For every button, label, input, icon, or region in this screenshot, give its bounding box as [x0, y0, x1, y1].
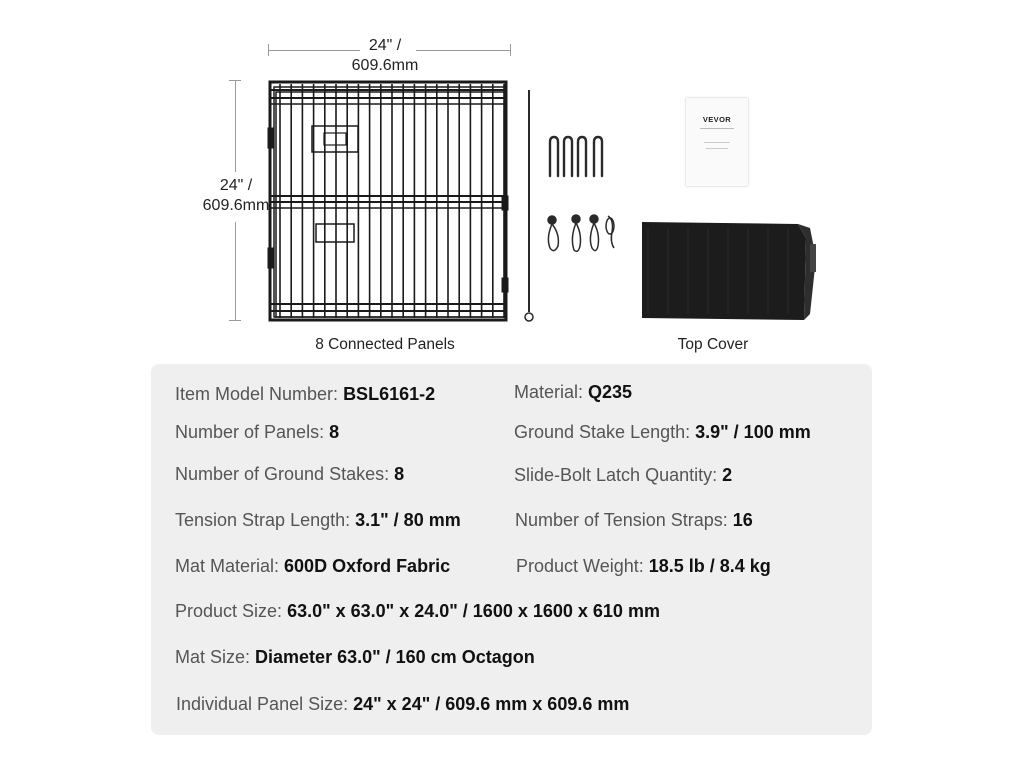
- spec-value: 3.9" / 100 mm: [695, 422, 811, 442]
- height-dimension-line-top: [235, 80, 236, 172]
- spec-value: Q235: [588, 382, 633, 402]
- spec-mat-material: [175, 556, 450, 577]
- top-cover-image: [638, 218, 820, 324]
- spec-label: Number of Panels:: [175, 422, 330, 442]
- spec-value: 63.0" x 63.0" x 24.0" / 1600 x 1600 x 610 mm: [287, 601, 660, 621]
- spec-value: 600D Oxford Fabric: [284, 556, 451, 576]
- spec-value: 2: [722, 465, 733, 485]
- spec-individual-panel-size: [176, 694, 629, 715]
- panels-caption: 8 Connected Panels: [315, 336, 455, 353]
- spec-item-model-number: [175, 384, 435, 405]
- manual-line: [704, 142, 730, 143]
- spec-panel: [151, 364, 872, 735]
- spec-number-of-panels: [175, 422, 339, 443]
- ground-stake-rod-image: [522, 86, 536, 326]
- cover-caption: Top Cover: [677, 336, 749, 353]
- spec-number-of-ground-stakes: [175, 464, 404, 485]
- spec-product-weight: [516, 556, 771, 577]
- spec-label: Number of Ground Stakes:: [175, 464, 395, 484]
- spec-number-of-tension-straps: [515, 510, 753, 531]
- ground-stakes-image: [544, 134, 614, 180]
- spec-slide-bolt-latch-quantity: [514, 465, 732, 486]
- spec-label: Ground Stake Length:: [514, 422, 696, 442]
- manual-booklet-image: [686, 98, 748, 186]
- spec-label: Slide-Bolt Latch Quantity:: [514, 465, 723, 485]
- spec-value: 8: [329, 422, 340, 442]
- spec-label: Item Model Number:: [175, 384, 344, 404]
- manual-line: [706, 148, 728, 149]
- width-dimension-label: [320, 36, 450, 76]
- spec-value: Diameter 63.0" / 160 cm Octagon: [255, 647, 535, 667]
- manual-brand: VEVOR: [702, 115, 732, 124]
- manual-line: [700, 128, 734, 129]
- width-dimension-tick-right: [510, 44, 511, 56]
- spec-material: [514, 382, 632, 403]
- spec-value: 8: [394, 464, 405, 484]
- spec-label: Product Size:: [175, 601, 288, 621]
- spec-value: 16: [732, 510, 753, 530]
- height-dimension-line-bottom: [235, 222, 236, 320]
- wire-panels-image: [266, 78, 516, 328]
- spec-label: Product Weight:: [516, 556, 649, 576]
- spec-value: BSL6161-2: [343, 384, 436, 404]
- height-dimension-tick-bottom: [229, 320, 241, 321]
- width-dimension-tick-left: [268, 44, 269, 56]
- spec-product-size: [175, 601, 660, 622]
- spec-label: Mat Size:: [175, 647, 256, 667]
- spec-label: Number of Tension Straps:: [515, 510, 733, 530]
- tension-straps-image: [544, 212, 620, 256]
- width-label-line2: 609.6mm: [351, 57, 419, 74]
- spec-label: Material:: [514, 382, 589, 402]
- height-label-line1: 24" /: [219, 177, 253, 194]
- spec-mat-size: [175, 647, 535, 668]
- spec-label: Individual Panel Size:: [176, 694, 354, 714]
- spec-label: Tension Strap Length:: [175, 510, 356, 530]
- height-label-line2: 609.6mm: [202, 197, 270, 214]
- spec-value: 24" x 24" / 609.6 mm x 609.6 mm: [353, 694, 630, 714]
- spec-tension-strap-length: [175, 510, 461, 531]
- spec-label: Mat Material:: [175, 556, 285, 576]
- height-dimension-tick-top: [229, 80, 241, 81]
- spec-value: 18.5 lb / 8.4 kg: [648, 556, 771, 576]
- spec-value: 3.1" / 80 mm: [355, 510, 461, 530]
- width-label-line1: 24" /: [368, 37, 402, 54]
- spec-ground-stake-length: [514, 422, 811, 443]
